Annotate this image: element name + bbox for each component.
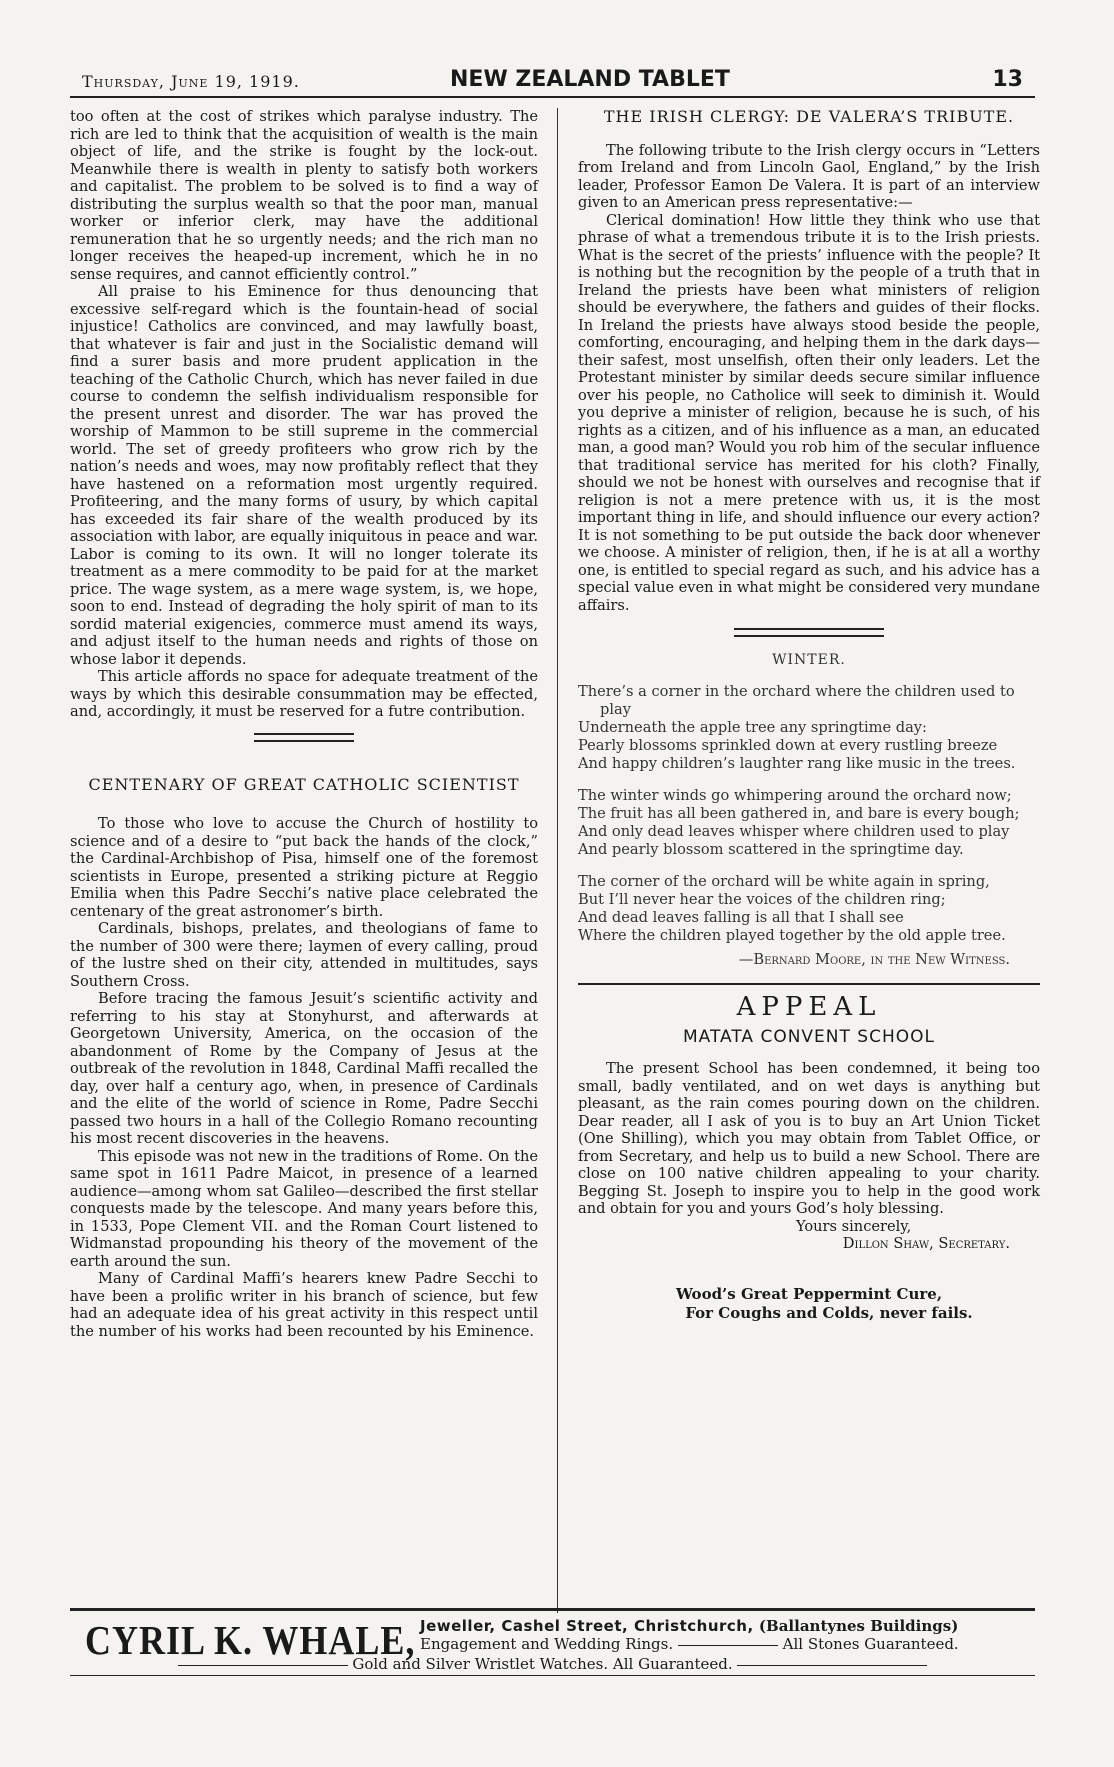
poem: [578, 651, 1040, 969]
article-paragraph: Clerical domination! How little they think who use that phrase of what a tremendous tribute it is to the Irish priests. What is the secret of the priests’ influence with the people? It is nothing but the recognition by the people of a truth that in Ireland the priests have been what ministers of religion should be everywhere, the fathers and guides of their flocks. In Ireland the priests have always stood beside the people, comforting, encouraging, and helping them in the dark days—their safest, most unselfish, often their only leaders. Let the Protestant minister by similar deeds secure similar influence over his people, no Catholice will seek to diminish it. Would you deprive a minister of religion, because he is such, of his rights as a citizen, and of his influence as a man, an educated man, a good man? Would you rob him of the secular influence that traditional service has merited for his cloth? Finally, should we not be honest with ourselves and recognise that if religion is not a mere pretence with us, it is the most important thing in life, and should influence our every action? It is not something to be put outside the back door whenever we choose. A minister of religion, then, if he is at all a worthy one, is entitled to special regard as such, and his advice has a special value even in what might be considered very mundane affairs.: [578, 211, 1040, 614]
section-divider: [254, 733, 354, 742]
article-paragraph: Before tracing the famous Jesuit’s scientific activity and referring to his stay at Stonyhurst, and afterwards at Georgetown University, America, on the occasion of the abandonment of Rome by the Company of Jesus at the outbreak of the revolution in 1848, Cardinal Maffi recalled the day, over half a century ago, when, in presence of Cardinals and the elite of the world of science in Rome, Padre Secchi passed two hours in a hall of the Collegio Romano recounting his most recent discoveries in the heavens.: [70, 990, 538, 1147]
poem-line: And happy children’s laughter rang like music in the trees.: [578, 755, 1016, 772]
peppermint-cure-ad: [578, 1285, 1040, 1323]
poem-stanza: [578, 787, 1040, 859]
ad-address-text: Jeweller, Cashel Street, Christchurch,: [420, 1617, 754, 1635]
article-paragraph: This article affords no space for adequate treatment of the ways by which this desirable consummation may be effected, and, accordingly, it must be reserved for a futre contribution.: [70, 668, 538, 720]
ad-dash: [737, 1665, 927, 1666]
poem-title: WINTER.: [772, 652, 846, 668]
appeal-closing: Yours sincerely,: [796, 1217, 912, 1235]
ad-line: Wood’s Great Peppermint Cure,: [675, 1284, 943, 1303]
ad-guarantee-text: All Stones Guaranteed.: [782, 1635, 959, 1653]
poem-attribution: —Bernard Moore, in the New Witness.: [738, 951, 1010, 968]
issue-date: Thursday, June 19, 1919.: [82, 72, 300, 91]
right-column: [578, 108, 1040, 1323]
article-heading: CENTENARY OF GREAT CATHOLIC SCIENTIST: [88, 774, 520, 794]
newspaper-title: NEW ZEALAND TABLET: [450, 67, 730, 92]
column-divider: [557, 108, 558, 1613]
poem-line: There’s a corner in the orchard where the children used to play: [578, 683, 1015, 718]
section-divider: [734, 628, 884, 637]
ad-watches-text: Gold and Silver Wristlet Watches. All Guaranteed.: [352, 1655, 733, 1673]
appeal-text: The present School has been condemned, it being too small, badly ventilated, and on wet days is anything but pleasant, as the rain comes pouring down on the children. Dear reader, all I ask of you is to buy an Art Union Ticket (One Shilling), which you may obtain from Tablet Office, or from Secretary, and help us to build a new School. There are close on 100 native children appealing to your charity. Begging St. Joseph to inspire you to help in the good work and obtain for you and yours God’s holy blessing.: [578, 1060, 1040, 1217]
ad-dash: [678, 1645, 778, 1646]
ad-rings-line: [420, 1635, 959, 1653]
poem-line: Pearly blossoms sprinkled down at every rustling breeze: [578, 737, 998, 754]
poem-line: And only dead leaves whisper where children used to play: [578, 823, 1010, 840]
footer-rule: [70, 1675, 1035, 1676]
article-paragraph: All praise to his Eminence for thus denouncing that excessive self-regard which is the fountain-head of social injustice! Catholics are convinced, and may lawfully boast, that whatever is fair and just in the Socialistic demand will find a surer basis and more prudent application in the teaching of the Catholic Church, which has never failed in due course to condemn the selfish individualism responsible for the present unrest and disorder. The war has proved the worship of Mammon to be still supreme in the commercial world. The set of greedy profiteers who grow rich by the nation’s needs and woes, may now profitably reflect that they have hastened on a reformation most urgently required. Profiteering, and the many forms of usury, by which capital has exceeded its fair share of the wealth produced by its association with labor, are equally iniquitous in peace and war. Labor is coming to its own. It will no longer tolerate its treatment as a mere commodity to be paid for at the market price. The wage system, as a mere wage system, is, we hope, soon to end. Instead of degrading the holy spirit of man to its sordid material exigencies, commerce must amend its ways, and adjust itself to the human needs and rights of those on whose labor it depends.: [70, 283, 538, 668]
appeal-notice: [578, 983, 1040, 1253]
ad-line: For Coughs and Colds, never fails.: [685, 1303, 973, 1322]
left-column: [70, 108, 538, 1340]
poem-line: The winter winds go whimpering around the orchard now;: [578, 787, 1012, 804]
ad-watches-line: [85, 1655, 1020, 1673]
poem-line: But I’ll never hear the voices of the children ring;: [578, 891, 946, 908]
ad-address: [420, 1617, 958, 1635]
jeweller-advertisement: [70, 1608, 1035, 1681]
article-paragraph: Cardinals, bishops, prelates, and theologians of fame to the number of 300 were there; laymen of every calling, proud of the lustre shed on their city, attended in multitudes, says Southern Cross.: [70, 920, 538, 990]
article-paragraph: This episode was not new in the traditions of Rome. On the same spot in 1611 Padre Maicot, in presence of a learned audience—among whom sat Galileo—described the first stellar conquests made by the telescope. And many years before this, in 1533, Pope Clement VII. and the Roman Court listened to Widmanstad propounding his theory of the movement of the earth around the sun.: [70, 1147, 538, 1270]
poem-line: Where the children played together by the old apple tree.: [578, 927, 1006, 944]
article-paragraph: Many of Cardinal Maffi’s hearers knew Padre Secchi to have been a prolific writer in his branch of science, but few had an adequate idea of his great activity in this respect until the number of his works had been recounted by his Eminence.: [70, 1270, 538, 1340]
appeal-signature: Dillon Shaw, Secretary.: [842, 1235, 1010, 1252]
poem-line: And pearly blossom scattered in the springtime day.: [578, 841, 964, 858]
article-heading: THE IRISH CLERGY: DE VALERA’S TRIBUTE.: [603, 107, 1015, 126]
poem-stanza: [578, 873, 1040, 945]
appeal-title: APPEAL: [736, 992, 882, 1022]
poem-line: And dead leaves falling is all that I shall see: [578, 909, 904, 926]
page-header: [70, 67, 1035, 98]
ad-dash: [178, 1665, 348, 1666]
appeal-subtitle: MATATA CONVENT SCHOOL: [683, 1026, 935, 1047]
article-paragraph: To those who love to accuse the Church of hostility to science and of a desire to “put back the hands of the clock,” the Cardinal-Archbishop of Pisa, himself one of the foremost scientists in Europe, presented a striking picture at Reggio Emilia when this Padre Secchi’s native place celebrated the centenary of the great astronomer’s birth.: [70, 815, 538, 920]
advertiser-name: CYRIL K. WHALE,: [85, 1617, 416, 1663]
article-paragraph: The following tribute to the Irish clergy occurs in “Letters from Ireland and from Lincoln Gaol, England,” by the Irish leader, Professor Eamon De Valera. It is part of an interview given to an American press representative:—: [578, 141, 1040, 211]
ad-rings-text: Engagement and Wedding Rings.: [420, 1635, 674, 1653]
article-paragraph: too often at the cost of strikes which paralyse industry. The rich are led to think that the acquisition of wealth is the main object of life, and the strike is fought by the lock-out. Meanwhile there is wealth in plenty to satisfy both workers and capitalist. The problem to be solved is to find a way of distributing the surplus wealth so that the poor man, manual worker or inferior clerk, may have the additional remuneration that he so urgently needs; and the rich man no longer receives the heaped-up increment, which he in no sense requires, and cannot efficiently control.”: [70, 108, 538, 283]
poem-stanza: [578, 683, 1040, 773]
poem-line: The fruit has all been gathered in, and bare is every bough;: [578, 805, 1020, 822]
poem-line: The corner of the orchard will be white again in spring,: [578, 873, 990, 890]
ad-address-building: (Ballantynes Buildings): [758, 1617, 959, 1635]
page-number: 13: [992, 67, 1023, 92]
poem-line: Underneath the apple tree any springtime day:: [578, 719, 927, 736]
